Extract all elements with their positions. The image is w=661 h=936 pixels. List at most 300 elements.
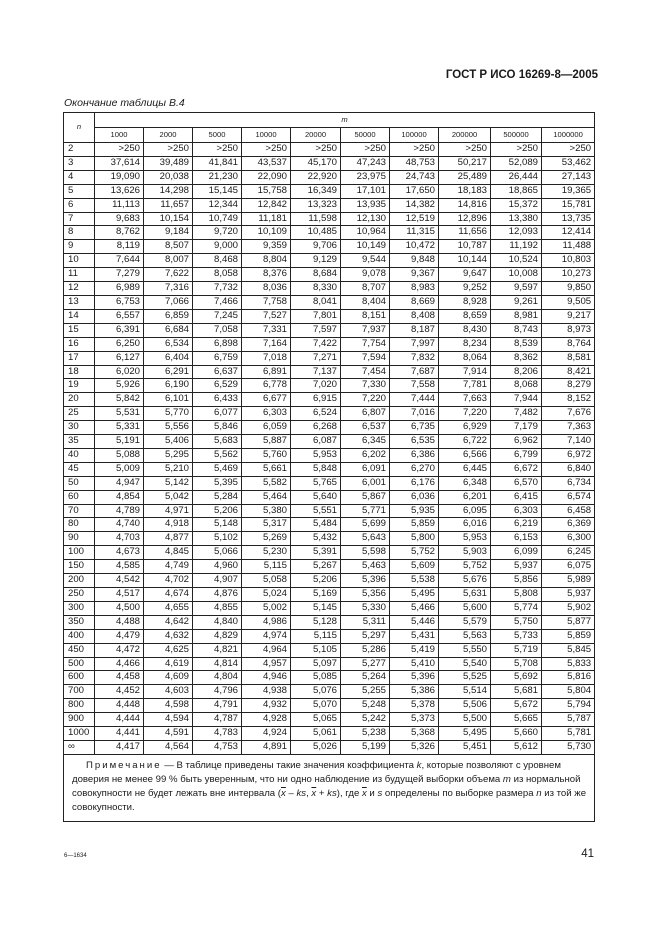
value-cell: 8,376 (242, 268, 291, 282)
column-header-m: 100000 (390, 128, 439, 143)
value-cell: 4,829 (193, 629, 242, 643)
value-cell: 4,619 (144, 657, 193, 671)
table-row (64, 685, 595, 699)
value-cell: 10,472 (390, 240, 439, 254)
value-cell: 4,702 (144, 574, 193, 588)
value-cell: 20,038 (144, 170, 193, 184)
value-cell: 6,245 (542, 546, 595, 560)
value-cell: 7,644 (95, 254, 144, 268)
row-n-cell: 150 (64, 560, 95, 574)
value-cell: 4,854 (95, 490, 144, 504)
row-n-cell: 90 (64, 532, 95, 546)
value-cell: 4,488 (95, 615, 144, 629)
value-cell: 6,734 (542, 476, 595, 490)
value-cell: 5,395 (193, 476, 242, 490)
value-cell: 5,484 (291, 518, 341, 532)
value-cell: 52,089 (491, 156, 542, 170)
table-row (64, 476, 595, 490)
table-row (64, 365, 595, 379)
value-cell: 5,451 (439, 740, 491, 754)
table-row (64, 254, 595, 268)
value-cell: 5,787 (542, 713, 595, 727)
value-cell: 5,009 (95, 462, 144, 476)
value-cell: 11,656 (439, 226, 491, 240)
value-cell: 5,105 (291, 643, 341, 657)
row-n-cell: 400 (64, 629, 95, 643)
value-cell: 5,609 (390, 560, 439, 574)
value-cell: 5,391 (291, 546, 341, 560)
value-cell: 18,865 (491, 184, 542, 198)
value-cell: 9,544 (341, 254, 390, 268)
value-cell: 5,848 (291, 462, 341, 476)
value-cell: 5,331 (95, 421, 144, 435)
value-cell: 4,845 (144, 546, 193, 560)
value-cell: 18,183 (439, 184, 491, 198)
value-cell: 13,323 (291, 198, 341, 212)
value-cell: 6,176 (390, 476, 439, 490)
value-cell: 6,153 (491, 532, 542, 546)
value-cell: 13,735 (542, 212, 595, 226)
value-cell: 8,119 (95, 240, 144, 254)
value-cell: 5,856 (491, 574, 542, 588)
value-cell: 6,672 (491, 462, 542, 476)
value-cell: 6,929 (439, 421, 491, 435)
value-cell: 4,814 (193, 657, 242, 671)
value-cell: 6,091 (341, 462, 390, 476)
value-cell: 11,315 (390, 226, 439, 240)
value-cell: 7,137 (291, 365, 341, 379)
value-cell: 7,832 (390, 351, 439, 365)
value-cell: 5,582 (242, 476, 291, 490)
value-cell: 5,989 (542, 574, 595, 588)
value-cell: 5,730 (542, 740, 595, 754)
value-cell: 8,430 (439, 323, 491, 337)
value-cell: 4,796 (193, 685, 242, 699)
table-row (64, 393, 595, 407)
value-cell: 5,692 (491, 671, 542, 685)
value-cell: 7,066 (144, 295, 193, 309)
value-cell: 4,458 (95, 671, 144, 685)
value-cell: 9,597 (491, 282, 542, 296)
value-cell: 22,090 (242, 170, 291, 184)
value-cell: 7,316 (144, 282, 193, 296)
value-cell: 6,445 (439, 462, 491, 476)
value-cell: 8,928 (439, 295, 491, 309)
value-cell: 6,016 (439, 518, 491, 532)
row-n-cell: 8 (64, 226, 95, 240)
value-cell: 5,373 (390, 713, 439, 727)
value-cell: 13,935 (341, 198, 390, 212)
value-cell: 7,676 (542, 407, 595, 421)
value-cell: 4,986 (242, 615, 291, 629)
value-cell: 5,845 (542, 643, 595, 657)
value-cell: 11,113 (95, 198, 144, 212)
note-n: n (536, 787, 542, 799)
table-row (64, 170, 595, 184)
value-cell: 5,953 (439, 532, 491, 546)
note-xbar: $\overline{x}$ (361, 787, 367, 799)
note-text: из той же совокупности. (72, 787, 587, 813)
table-row (64, 337, 595, 351)
value-cell: 21,230 (193, 170, 242, 184)
value-cell: 4,625 (144, 643, 193, 657)
value-cell: 4,472 (95, 643, 144, 657)
value-cell: 5,368 (390, 727, 439, 741)
value-cell: 6,219 (491, 518, 542, 532)
value-cell: 5,464 (242, 490, 291, 504)
value-cell: 9,184 (144, 226, 193, 240)
value-cell: 5,774 (491, 601, 542, 615)
value-cell: 5,600 (439, 601, 491, 615)
value-cell: 7,058 (193, 323, 242, 337)
value-cell: 13,380 (491, 212, 542, 226)
value-cell: >250 (95, 143, 144, 157)
value-cell: 15,372 (491, 198, 542, 212)
value-cell: 6,201 (439, 490, 491, 504)
value-cell: 5,386 (390, 685, 439, 699)
value-cell: 6,535 (390, 435, 439, 449)
value-cell: 12,093 (491, 226, 542, 240)
value-cell: 23,975 (341, 170, 390, 184)
value-cell: 5,284 (193, 490, 242, 504)
value-cell: 8,408 (390, 309, 439, 323)
value-cell: 10,524 (491, 254, 542, 268)
row-n-cell: 80 (64, 518, 95, 532)
table-row (64, 727, 595, 741)
value-cell: 9,505 (542, 295, 595, 309)
table-row (64, 268, 595, 282)
row-n-cell: 300 (64, 601, 95, 615)
value-cell: 4,789 (95, 504, 144, 518)
value-cell: 5,937 (542, 588, 595, 602)
value-cell: 9,129 (291, 254, 341, 268)
value-cell: 4,938 (242, 685, 291, 699)
value-cell: 9,367 (390, 268, 439, 282)
value-cell: 5,330 (341, 601, 390, 615)
value-cell: 4,417 (95, 740, 144, 754)
table-row (64, 212, 595, 226)
value-cell: 5,070 (291, 699, 341, 713)
row-n-cell: 16 (64, 337, 95, 351)
value-cell: 5,396 (341, 574, 390, 588)
value-cell: 5,640 (291, 490, 341, 504)
value-cell: 6,529 (193, 379, 242, 393)
value-cell: 4,448 (95, 699, 144, 713)
value-cell: 6,677 (242, 393, 291, 407)
value-cell: 8,684 (291, 268, 341, 282)
table-row (64, 643, 595, 657)
value-cell: 8,362 (491, 351, 542, 365)
row-n-cell: 11 (64, 268, 95, 282)
table-row (64, 532, 595, 546)
value-cell: 5,356 (341, 588, 390, 602)
row-n-cell: 14 (64, 309, 95, 323)
value-cell: 5,042 (144, 490, 193, 504)
table-row (64, 323, 595, 337)
value-cell: 6,345 (341, 435, 390, 449)
value-cell: 50,217 (439, 156, 491, 170)
value-cell: 6,099 (491, 546, 542, 560)
value-cell: 7,527 (242, 309, 291, 323)
value-cell: 19,090 (95, 170, 144, 184)
value-cell: 6,404 (144, 351, 193, 365)
value-cell: 5,446 (390, 615, 439, 629)
value-cell: 6,807 (341, 407, 390, 421)
value-cell: 8,669 (390, 295, 439, 309)
table-row (64, 198, 595, 212)
table-row (64, 657, 595, 671)
value-cell: 5,665 (491, 713, 542, 727)
value-cell: 5,267 (291, 560, 341, 574)
value-cell: 7,781 (439, 379, 491, 393)
value-cell: 5,431 (390, 629, 439, 643)
value-cell: 5,887 (242, 435, 291, 449)
value-cell: 8,973 (542, 323, 595, 337)
value-cell: 5,531 (95, 407, 144, 421)
note-text: — В таблице приведены такие значения коэффициента (161, 759, 417, 771)
value-cell: 7,220 (439, 407, 491, 421)
value-cell: 4,466 (95, 657, 144, 671)
value-cell: 6,059 (242, 421, 291, 435)
value-cell: 4,500 (95, 601, 144, 615)
row-n-cell: 30 (64, 421, 95, 435)
value-cell: 7,020 (291, 379, 341, 393)
value-cell: 12,842 (242, 198, 291, 212)
value-cell: 5,238 (341, 727, 390, 741)
value-cell: 5,102 (193, 532, 242, 546)
value-cell: 6,574 (542, 490, 595, 504)
row-n-cell: 70 (64, 504, 95, 518)
row-n-cell: 25 (64, 407, 95, 421)
row-n-cell: 600 (64, 671, 95, 685)
note-xbar: $\overline{x}$ (281, 787, 286, 799)
value-cell: 6,303 (242, 407, 291, 421)
value-cell: 5,765 (291, 476, 341, 490)
value-cell: 25,489 (439, 170, 491, 184)
value-cell: 9,848 (390, 254, 439, 268)
value-cell: 7,663 (439, 393, 491, 407)
value-cell: 8,539 (491, 337, 542, 351)
table-row (64, 379, 595, 393)
table-caption: Окончание таблицы В.4 (64, 97, 185, 109)
value-cell: 7,330 (341, 379, 390, 393)
value-cell: >250 (491, 143, 542, 157)
value-cell: 5,066 (193, 546, 242, 560)
value-cell: 5,248 (341, 699, 390, 713)
value-cell: >250 (390, 143, 439, 157)
value-cell: 15,781 (542, 198, 595, 212)
value-cell: 5,859 (542, 629, 595, 643)
value-cell: 6,722 (439, 435, 491, 449)
value-cell: 5,804 (542, 685, 595, 699)
value-cell: 5,937 (491, 560, 542, 574)
value-cell: 5,770 (144, 407, 193, 421)
value-cell: 5,026 (291, 740, 341, 754)
value-cell: 5,719 (491, 643, 542, 657)
value-cell: 6,891 (242, 365, 291, 379)
value-cell: 7,245 (193, 309, 242, 323)
value-cell: 10,109 (242, 226, 291, 240)
table-row (64, 490, 595, 504)
value-cell: 24,743 (390, 170, 439, 184)
value-cell: 4,907 (193, 574, 242, 588)
table-row (64, 699, 595, 713)
value-cell: 5,794 (542, 699, 595, 713)
value-cell: 6,458 (542, 504, 595, 518)
row-n-cell: 50 (64, 476, 95, 490)
value-cell: 5,551 (291, 504, 341, 518)
value-cell: 5,903 (439, 546, 491, 560)
value-cell: 5,076 (291, 685, 341, 699)
value-cell: 4,974 (242, 629, 291, 643)
value-cell: 6,753 (95, 295, 144, 309)
column-header-m: 20000 (291, 128, 341, 143)
value-cell: 4,642 (144, 615, 193, 629)
note-ks: ks (327, 787, 337, 799)
value-cell: 4,971 (144, 504, 193, 518)
value-cell: 6,915 (291, 393, 341, 407)
value-cell: 11,181 (242, 212, 291, 226)
value-cell: 6,291 (144, 365, 193, 379)
value-cell: 7,597 (291, 323, 341, 337)
note-label: Примечание (86, 759, 162, 771)
value-cell: 7,271 (291, 351, 341, 365)
value-cell: 4,609 (144, 671, 193, 685)
value-cell: 45,170 (291, 156, 341, 170)
value-cell: 4,703 (95, 532, 144, 546)
value-cell: 5,269 (242, 532, 291, 546)
value-cell: 5,752 (439, 560, 491, 574)
value-cell: 4,783 (193, 727, 242, 741)
value-cell: 4,441 (95, 727, 144, 741)
value-cell: 14,816 (439, 198, 491, 212)
value-cell: 4,585 (95, 560, 144, 574)
value-cell: 5,771 (341, 504, 390, 518)
row-n-cell: 200 (64, 574, 95, 588)
note-text: , которые позволяют с уровнем доверия не менее 99 % быть уверенным, что ни одно наблюдение из будущей выборки объема (72, 759, 561, 785)
value-cell: 5,631 (439, 588, 491, 602)
value-cell: 7,220 (341, 393, 390, 407)
row-n-cell: 15 (64, 323, 95, 337)
value-cell: 6,369 (542, 518, 595, 532)
value-cell: 5,514 (439, 685, 491, 699)
value-cell: 7,331 (242, 323, 291, 337)
value-cell: 15,758 (242, 184, 291, 198)
row-n-cell: 20 (64, 393, 95, 407)
value-cell: 7,732 (193, 282, 242, 296)
value-cell: 6,386 (390, 448, 439, 462)
table-row (64, 143, 595, 157)
value-cell: 17,650 (390, 184, 439, 198)
value-cell: 10,485 (291, 226, 341, 240)
row-n-cell: 35 (64, 435, 95, 449)
row-n-cell: 450 (64, 643, 95, 657)
value-cell: 5,506 (439, 699, 491, 713)
value-cell: 5,065 (291, 713, 341, 727)
value-cell: 7,914 (439, 365, 491, 379)
value-cell: 5,540 (439, 657, 491, 671)
value-cell: 10,749 (193, 212, 242, 226)
value-cell: 6,036 (390, 490, 439, 504)
row-n-cell: 500 (64, 657, 95, 671)
table-row (64, 615, 595, 629)
print-code: 6—1634 (64, 853, 87, 859)
value-cell: 14,298 (144, 184, 193, 198)
value-cell: 8,983 (390, 282, 439, 296)
value-cell: 6,778 (242, 379, 291, 393)
value-cell: 4,918 (144, 518, 193, 532)
value-cell: 5,556 (144, 421, 193, 435)
value-cell: 6,534 (144, 337, 193, 351)
row-n-cell: 12 (64, 282, 95, 296)
value-cell: 10,964 (341, 226, 390, 240)
value-cell: 5,676 (439, 574, 491, 588)
table-row (64, 560, 595, 574)
value-cell: 5,683 (193, 435, 242, 449)
value-cell: 10,803 (542, 254, 595, 268)
value-cell: 7,454 (341, 365, 390, 379)
table-row (64, 435, 595, 449)
value-cell: 8,707 (341, 282, 390, 296)
value-cell: 6,415 (491, 490, 542, 504)
note-row (64, 754, 595, 821)
value-cell: 5,297 (341, 629, 390, 643)
value-cell: 5,115 (291, 629, 341, 643)
column-header-row (64, 128, 595, 143)
value-cell: 5,277 (341, 657, 390, 671)
value-cell: 5,097 (291, 657, 341, 671)
value-cell: 6,095 (439, 504, 491, 518)
value-cell: 11,657 (144, 198, 193, 212)
row-n-cell: 60 (64, 490, 95, 504)
value-cell: 8,581 (542, 351, 595, 365)
value-cell: 6,557 (95, 309, 144, 323)
value-cell: 8,330 (291, 282, 341, 296)
value-cell: 5,708 (491, 657, 542, 671)
value-cell: 5,672 (491, 699, 542, 713)
value-cell: 9,720 (193, 226, 242, 240)
value-cell: 6,087 (291, 435, 341, 449)
table-row (64, 629, 595, 643)
value-cell: 6,570 (491, 476, 542, 490)
value-cell: 9,359 (242, 240, 291, 254)
value-cell: 5,326 (390, 740, 439, 754)
value-cell: 8,234 (439, 337, 491, 351)
value-cell: 5,242 (341, 713, 390, 727)
value-cell: 5,230 (242, 546, 291, 560)
value-cell: 7,016 (390, 407, 439, 421)
value-cell: 6,735 (390, 421, 439, 435)
value-cell: 5,877 (542, 615, 595, 629)
value-cell: 5,781 (542, 727, 595, 741)
value-cell: 6,348 (439, 476, 491, 490)
value-cell: 6,840 (542, 462, 595, 476)
value-cell: 5,088 (95, 448, 144, 462)
value-cell: 7,758 (242, 295, 291, 309)
value-cell: 9,078 (341, 268, 390, 282)
value-cell: 4,924 (242, 727, 291, 741)
value-cell: 5,410 (390, 657, 439, 671)
value-cell: 6,391 (95, 323, 144, 337)
table-row (64, 574, 595, 588)
value-cell: 5,500 (439, 713, 491, 727)
table-row (64, 295, 595, 309)
value-cell: 6,799 (491, 448, 542, 462)
value-cell: 47,243 (341, 156, 390, 170)
value-cell: 5,525 (439, 671, 491, 685)
value-cell: 8,659 (439, 309, 491, 323)
value-cell: 4,876 (193, 588, 242, 602)
